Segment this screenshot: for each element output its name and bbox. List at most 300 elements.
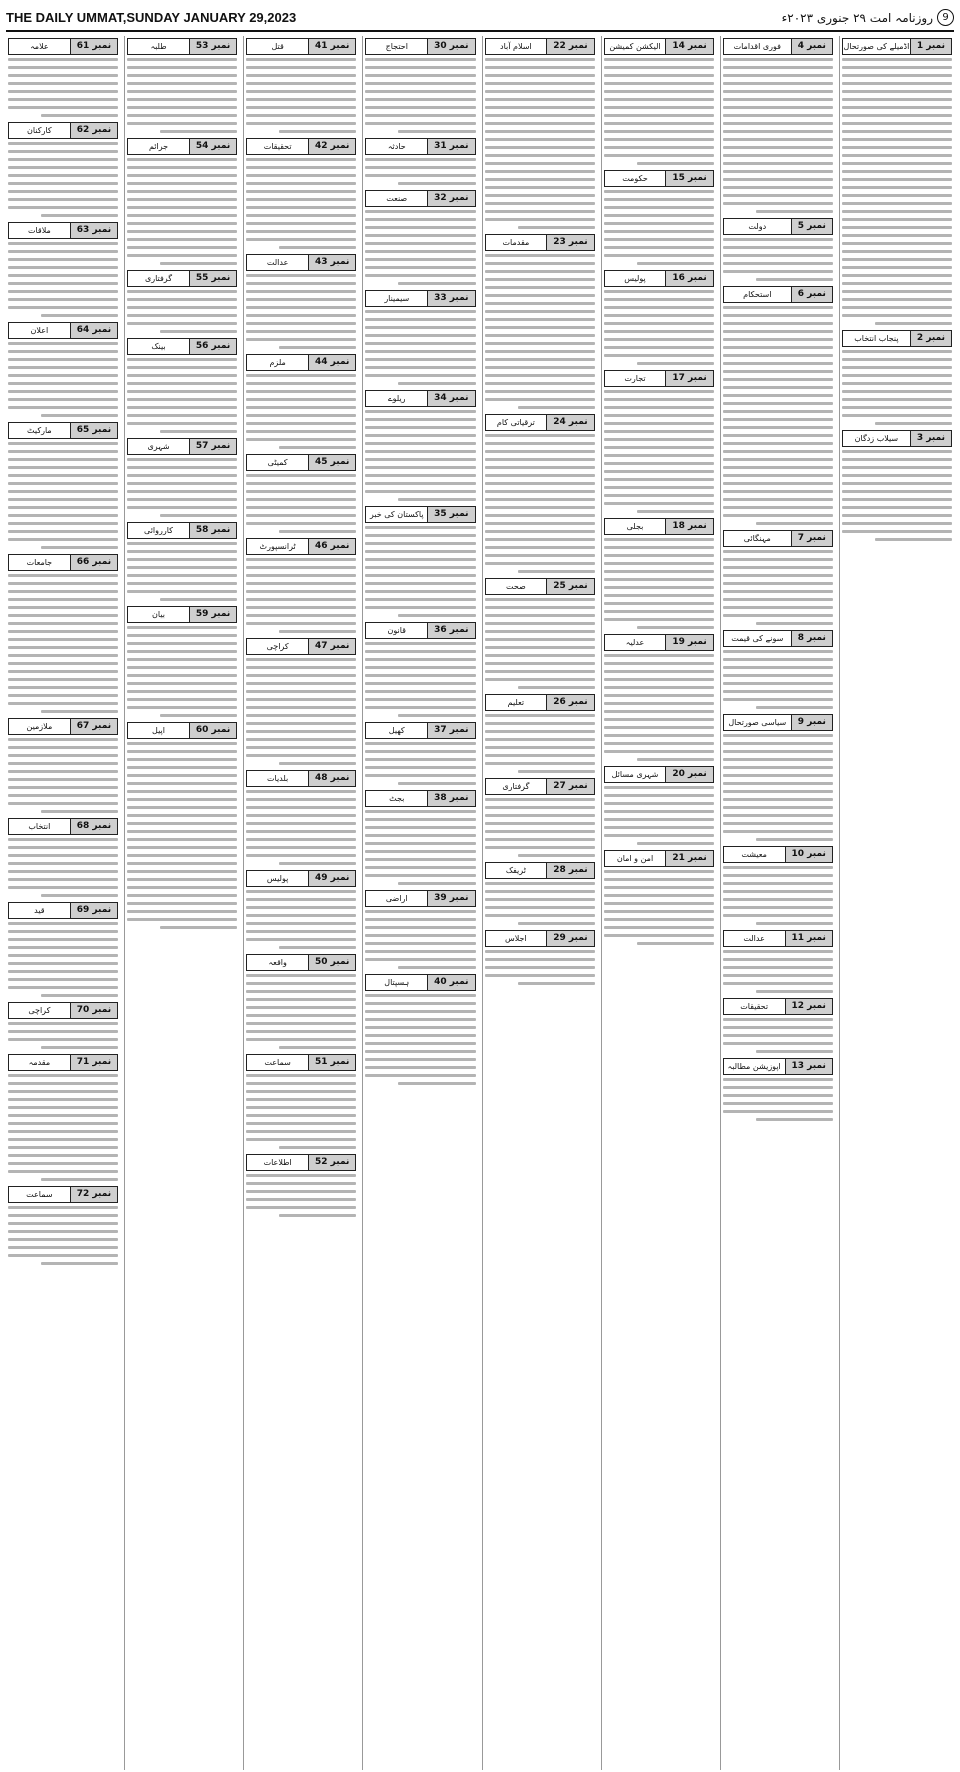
news-item-body	[246, 558, 356, 633]
text-line	[723, 270, 833, 273]
news-item	[723, 530, 833, 625]
text-line	[365, 366, 475, 369]
news-item-number: نمبر 37	[427, 723, 474, 738]
text-line	[127, 838, 237, 841]
text-line	[8, 498, 118, 501]
text-line	[604, 430, 714, 433]
news-item-header	[365, 138, 475, 155]
text-line	[604, 230, 714, 233]
text-line	[279, 1046, 356, 1049]
text-line	[365, 114, 475, 117]
news-item	[8, 554, 118, 713]
text-line	[756, 1050, 833, 1053]
text-line	[604, 206, 714, 209]
text-line	[723, 262, 833, 265]
news-item-title: پولیس	[624, 274, 646, 283]
news-item	[723, 714, 833, 841]
text-line	[485, 434, 595, 437]
news-item-header	[842, 330, 952, 347]
text-line	[246, 730, 356, 733]
text-line	[8, 1022, 118, 1025]
text-line	[604, 702, 714, 705]
text-line	[723, 1094, 833, 1097]
text-line	[246, 514, 356, 517]
text-line	[875, 322, 952, 325]
news-item-body	[127, 458, 237, 517]
text-line	[246, 1038, 356, 1041]
text-line	[604, 322, 714, 325]
news-item-number: نمبر 13	[785, 1059, 832, 1074]
news-column	[243, 36, 358, 1770]
news-item-body	[8, 342, 118, 417]
text-line	[365, 258, 475, 261]
text-line	[756, 1118, 833, 1121]
text-line	[127, 822, 237, 825]
news-item-body	[246, 58, 356, 133]
text-line	[8, 1114, 118, 1117]
text-line	[485, 958, 595, 961]
news-item-body	[246, 474, 356, 533]
text-line	[127, 422, 237, 425]
news-item-number: نمبر 68	[70, 819, 117, 834]
news-item	[604, 38, 714, 165]
text-line	[604, 602, 714, 605]
text-line	[246, 598, 356, 601]
news-item	[246, 138, 356, 249]
news-item-header	[8, 554, 118, 571]
text-line	[723, 898, 833, 901]
news-item-body	[604, 390, 714, 513]
text-line	[365, 590, 475, 593]
text-line	[127, 766, 237, 769]
text-line	[365, 1058, 475, 1061]
text-line	[365, 642, 475, 645]
text-line	[723, 914, 833, 917]
text-line	[246, 282, 356, 285]
news-item-number: نمبر 66	[70, 555, 117, 570]
news-item	[8, 122, 118, 217]
news-item	[8, 718, 118, 813]
news-item-title: گرفتاری	[144, 274, 173, 283]
text-line	[842, 498, 952, 501]
text-line	[246, 66, 356, 69]
text-line	[8, 90, 118, 93]
news-item-body	[127, 742, 237, 929]
text-line	[246, 230, 356, 233]
text-line	[8, 946, 118, 949]
news-item-title: سیاسی صورتحال	[728, 718, 787, 727]
text-line	[842, 98, 952, 101]
news-item-number: نمبر 46	[308, 539, 355, 554]
text-line	[365, 342, 475, 345]
text-line	[8, 1098, 118, 1101]
text-line	[604, 290, 714, 293]
text-line	[365, 926, 475, 929]
text-line	[127, 918, 237, 921]
english-masthead: THE DAILY UMMAT,SUNDAY JANUARY 29,2023	[6, 10, 297, 25]
news-item-body	[485, 882, 595, 925]
text-line	[604, 618, 714, 621]
news-item-title: تحقیقات	[263, 142, 292, 151]
text-line	[365, 418, 475, 421]
news-item-number: نمبر 4	[791, 39, 832, 54]
text-line	[604, 594, 714, 597]
text-line	[279, 530, 356, 533]
text-line	[842, 146, 952, 149]
text-line	[8, 770, 118, 773]
text-line	[485, 270, 595, 273]
text-line	[8, 1106, 118, 1109]
news-item	[365, 190, 475, 285]
text-line	[127, 690, 237, 693]
text-line	[842, 170, 952, 173]
text-line	[8, 58, 118, 61]
text-line	[8, 598, 118, 601]
news-item-number: نمبر 51	[308, 1055, 355, 1070]
news-item-body	[842, 350, 952, 425]
news-item-title: انتخاب	[28, 822, 51, 831]
text-line	[8, 158, 118, 161]
news-item-header	[246, 1154, 356, 1171]
text-line	[723, 338, 833, 341]
text-line	[8, 406, 118, 409]
text-line	[723, 466, 833, 469]
news-item	[8, 1002, 118, 1049]
news-item-title: تجارت	[624, 374, 646, 383]
text-line	[8, 754, 118, 757]
text-line	[604, 346, 714, 349]
news-item	[8, 322, 118, 417]
text-line	[875, 422, 952, 425]
text-line	[246, 1106, 356, 1109]
news-item	[127, 722, 237, 929]
text-line	[604, 654, 714, 657]
text-line	[842, 406, 952, 409]
news-item-header	[127, 722, 237, 739]
text-line	[723, 418, 833, 421]
text-line	[8, 854, 118, 857]
text-line	[365, 482, 475, 485]
news-item-title: بجٹ	[389, 794, 405, 803]
text-line	[8, 142, 118, 145]
text-line	[756, 522, 833, 525]
text-line	[604, 106, 714, 109]
text-line	[246, 698, 356, 701]
news-item	[485, 234, 595, 409]
text-line	[41, 1178, 118, 1181]
news-item	[842, 330, 952, 425]
text-line	[246, 938, 356, 941]
text-line	[604, 306, 714, 309]
news-item	[246, 538, 356, 633]
text-line	[604, 214, 714, 217]
text-line	[127, 498, 237, 501]
text-line	[398, 182, 475, 185]
news-item-body	[723, 306, 833, 525]
news-item-body	[604, 538, 714, 629]
news-item-body	[127, 358, 237, 433]
text-line	[485, 114, 595, 117]
text-line	[365, 874, 475, 877]
text-line	[485, 390, 595, 393]
text-line	[365, 958, 475, 961]
news-item-header	[246, 454, 356, 471]
text-line	[246, 1198, 356, 1201]
news-item-title: سونے کی قیمت	[731, 634, 784, 643]
text-line	[723, 774, 833, 777]
text-line	[842, 350, 952, 353]
text-line	[8, 298, 118, 301]
text-line	[842, 210, 952, 213]
text-line	[127, 878, 237, 881]
text-line	[604, 198, 714, 201]
text-line	[127, 398, 237, 401]
text-line	[365, 106, 475, 109]
news-item	[365, 890, 475, 969]
news-item-number: نمبر 53	[189, 39, 236, 54]
text-line	[604, 794, 714, 797]
news-item-body	[8, 922, 118, 997]
news-item-title: بلدیات	[266, 774, 289, 783]
text-line	[723, 482, 833, 485]
text-line	[604, 330, 714, 333]
text-line	[246, 590, 356, 593]
news-item-body	[246, 790, 356, 865]
text-line	[637, 362, 714, 365]
text-line	[604, 562, 714, 565]
news-item	[485, 414, 595, 573]
text-line	[279, 762, 356, 765]
text-line	[756, 278, 833, 281]
text-line	[485, 890, 595, 893]
text-line	[365, 90, 475, 93]
text-line	[8, 1254, 118, 1257]
text-line	[485, 838, 595, 841]
text-line	[41, 214, 118, 217]
text-line	[723, 798, 833, 801]
news-item-header	[365, 790, 475, 807]
news-item-header	[365, 290, 475, 307]
news-item-body	[246, 158, 356, 249]
text-line	[723, 514, 833, 517]
text-line	[604, 750, 714, 753]
text-line	[127, 98, 237, 101]
news-item-number: نمبر 9	[791, 715, 832, 730]
news-item-number: نمبر 36	[427, 623, 474, 638]
text-line	[246, 798, 356, 801]
text-line	[723, 330, 833, 333]
text-line	[127, 706, 237, 709]
text-line	[485, 738, 595, 741]
text-line	[41, 894, 118, 897]
page-number-badge: 9	[937, 9, 954, 26]
text-line	[8, 654, 118, 657]
text-line	[127, 698, 237, 701]
news-item-body	[8, 442, 118, 549]
text-line	[842, 186, 952, 189]
text-line	[485, 202, 595, 205]
news-item	[246, 38, 356, 133]
text-line	[723, 138, 833, 141]
text-line	[8, 1238, 118, 1241]
text-line	[398, 714, 475, 717]
text-line	[518, 570, 595, 573]
text-line	[604, 878, 714, 881]
news-item-header	[127, 522, 237, 539]
news-item-number: نمبر 26	[546, 695, 593, 710]
text-line	[8, 150, 118, 153]
text-line	[365, 158, 475, 161]
text-line	[518, 922, 595, 925]
text-line	[604, 734, 714, 737]
text-line	[842, 274, 952, 277]
news-item-body	[723, 1018, 833, 1053]
text-line	[246, 1006, 356, 1009]
news-item-body	[8, 1074, 118, 1181]
text-line	[485, 562, 595, 565]
news-item-header	[127, 606, 237, 623]
text-line	[723, 402, 833, 405]
news-item-title: سیلاب زدگان	[854, 434, 899, 443]
news-item-number: نمبر 49	[308, 871, 355, 886]
news-item-header	[723, 930, 833, 947]
news-item-number: نمبر 22	[546, 39, 593, 54]
text-line	[604, 486, 714, 489]
text-line	[723, 830, 833, 833]
text-line	[485, 278, 595, 281]
text-line	[8, 482, 118, 485]
text-line	[365, 250, 475, 253]
text-line	[723, 122, 833, 125]
text-line	[8, 962, 118, 965]
text-line	[723, 598, 833, 601]
text-line	[485, 898, 595, 901]
text-line	[723, 370, 833, 373]
news-item-header	[723, 286, 833, 303]
text-line	[246, 414, 356, 417]
news-item-title: مہنگائی	[743, 534, 771, 543]
news-item-header	[723, 714, 833, 731]
text-line	[723, 742, 833, 745]
text-line	[8, 606, 118, 609]
text-line	[246, 582, 356, 585]
text-line	[8, 514, 118, 517]
text-line	[365, 410, 475, 413]
text-line	[485, 318, 595, 321]
text-line	[127, 742, 237, 745]
news-item	[127, 338, 237, 433]
text-line	[8, 590, 118, 593]
text-line	[8, 398, 118, 401]
text-line	[246, 838, 356, 841]
text-line	[398, 282, 475, 285]
news-item	[723, 998, 833, 1053]
text-line	[604, 902, 714, 905]
news-item-header	[8, 222, 118, 239]
news-item-body	[485, 598, 595, 689]
news-item-title: کمیٹی	[267, 458, 288, 467]
text-line	[485, 630, 595, 633]
text-line	[8, 190, 118, 193]
news-item-body	[8, 1022, 118, 1049]
text-line	[518, 226, 595, 229]
text-line	[365, 534, 475, 537]
text-line	[842, 226, 952, 229]
text-line	[485, 814, 595, 817]
text-line	[8, 530, 118, 533]
text-line	[485, 546, 595, 549]
text-line	[127, 214, 237, 217]
text-line	[127, 298, 237, 301]
text-line	[485, 522, 595, 525]
text-line	[485, 806, 595, 809]
text-line	[365, 842, 475, 845]
news-item-body	[485, 950, 595, 985]
text-line	[485, 374, 595, 377]
text-line	[723, 178, 833, 181]
news-item	[365, 790, 475, 885]
news-item-number: نمبر 57	[189, 439, 236, 454]
news-item-body	[246, 374, 356, 449]
text-line	[8, 306, 118, 309]
text-line	[246, 82, 356, 85]
text-line	[246, 290, 356, 293]
text-line	[365, 1026, 475, 1029]
text-line	[723, 882, 833, 885]
text-line	[246, 606, 356, 609]
text-line	[604, 254, 714, 257]
text-line	[842, 514, 952, 517]
news-item-header	[365, 506, 475, 523]
text-line	[365, 266, 475, 269]
text-line	[723, 758, 833, 761]
text-line	[365, 682, 475, 685]
text-line	[842, 202, 952, 205]
text-line	[127, 758, 237, 761]
news-item-body	[127, 158, 237, 265]
text-line	[365, 374, 475, 377]
text-line	[485, 130, 595, 133]
news-item-number: نمبر 8	[791, 631, 832, 646]
text-line	[246, 58, 356, 61]
text-line	[8, 382, 118, 385]
text-line	[246, 1174, 356, 1177]
text-line	[485, 554, 595, 557]
news-item-header	[485, 38, 595, 55]
text-line	[8, 670, 118, 673]
news-item	[842, 430, 952, 541]
text-line	[365, 542, 475, 545]
text-line	[365, 1042, 475, 1045]
news-item-number: نمبر 30	[427, 39, 474, 54]
text-line	[723, 974, 833, 977]
news-item	[8, 1186, 118, 1265]
text-line	[127, 542, 237, 545]
text-line	[604, 926, 714, 929]
news-item-header	[485, 930, 595, 947]
news-item-header	[246, 254, 356, 271]
text-line	[842, 82, 952, 85]
text-line	[485, 730, 595, 733]
text-line	[723, 114, 833, 117]
text-line	[723, 154, 833, 157]
news-item-header	[365, 190, 475, 207]
news-item-number: نمبر 50	[308, 955, 355, 970]
text-line	[842, 466, 952, 469]
news-item-header	[723, 630, 833, 647]
news-item-title: ترقیاتی کام	[496, 418, 535, 427]
news-item-title: استحکام	[743, 290, 772, 299]
